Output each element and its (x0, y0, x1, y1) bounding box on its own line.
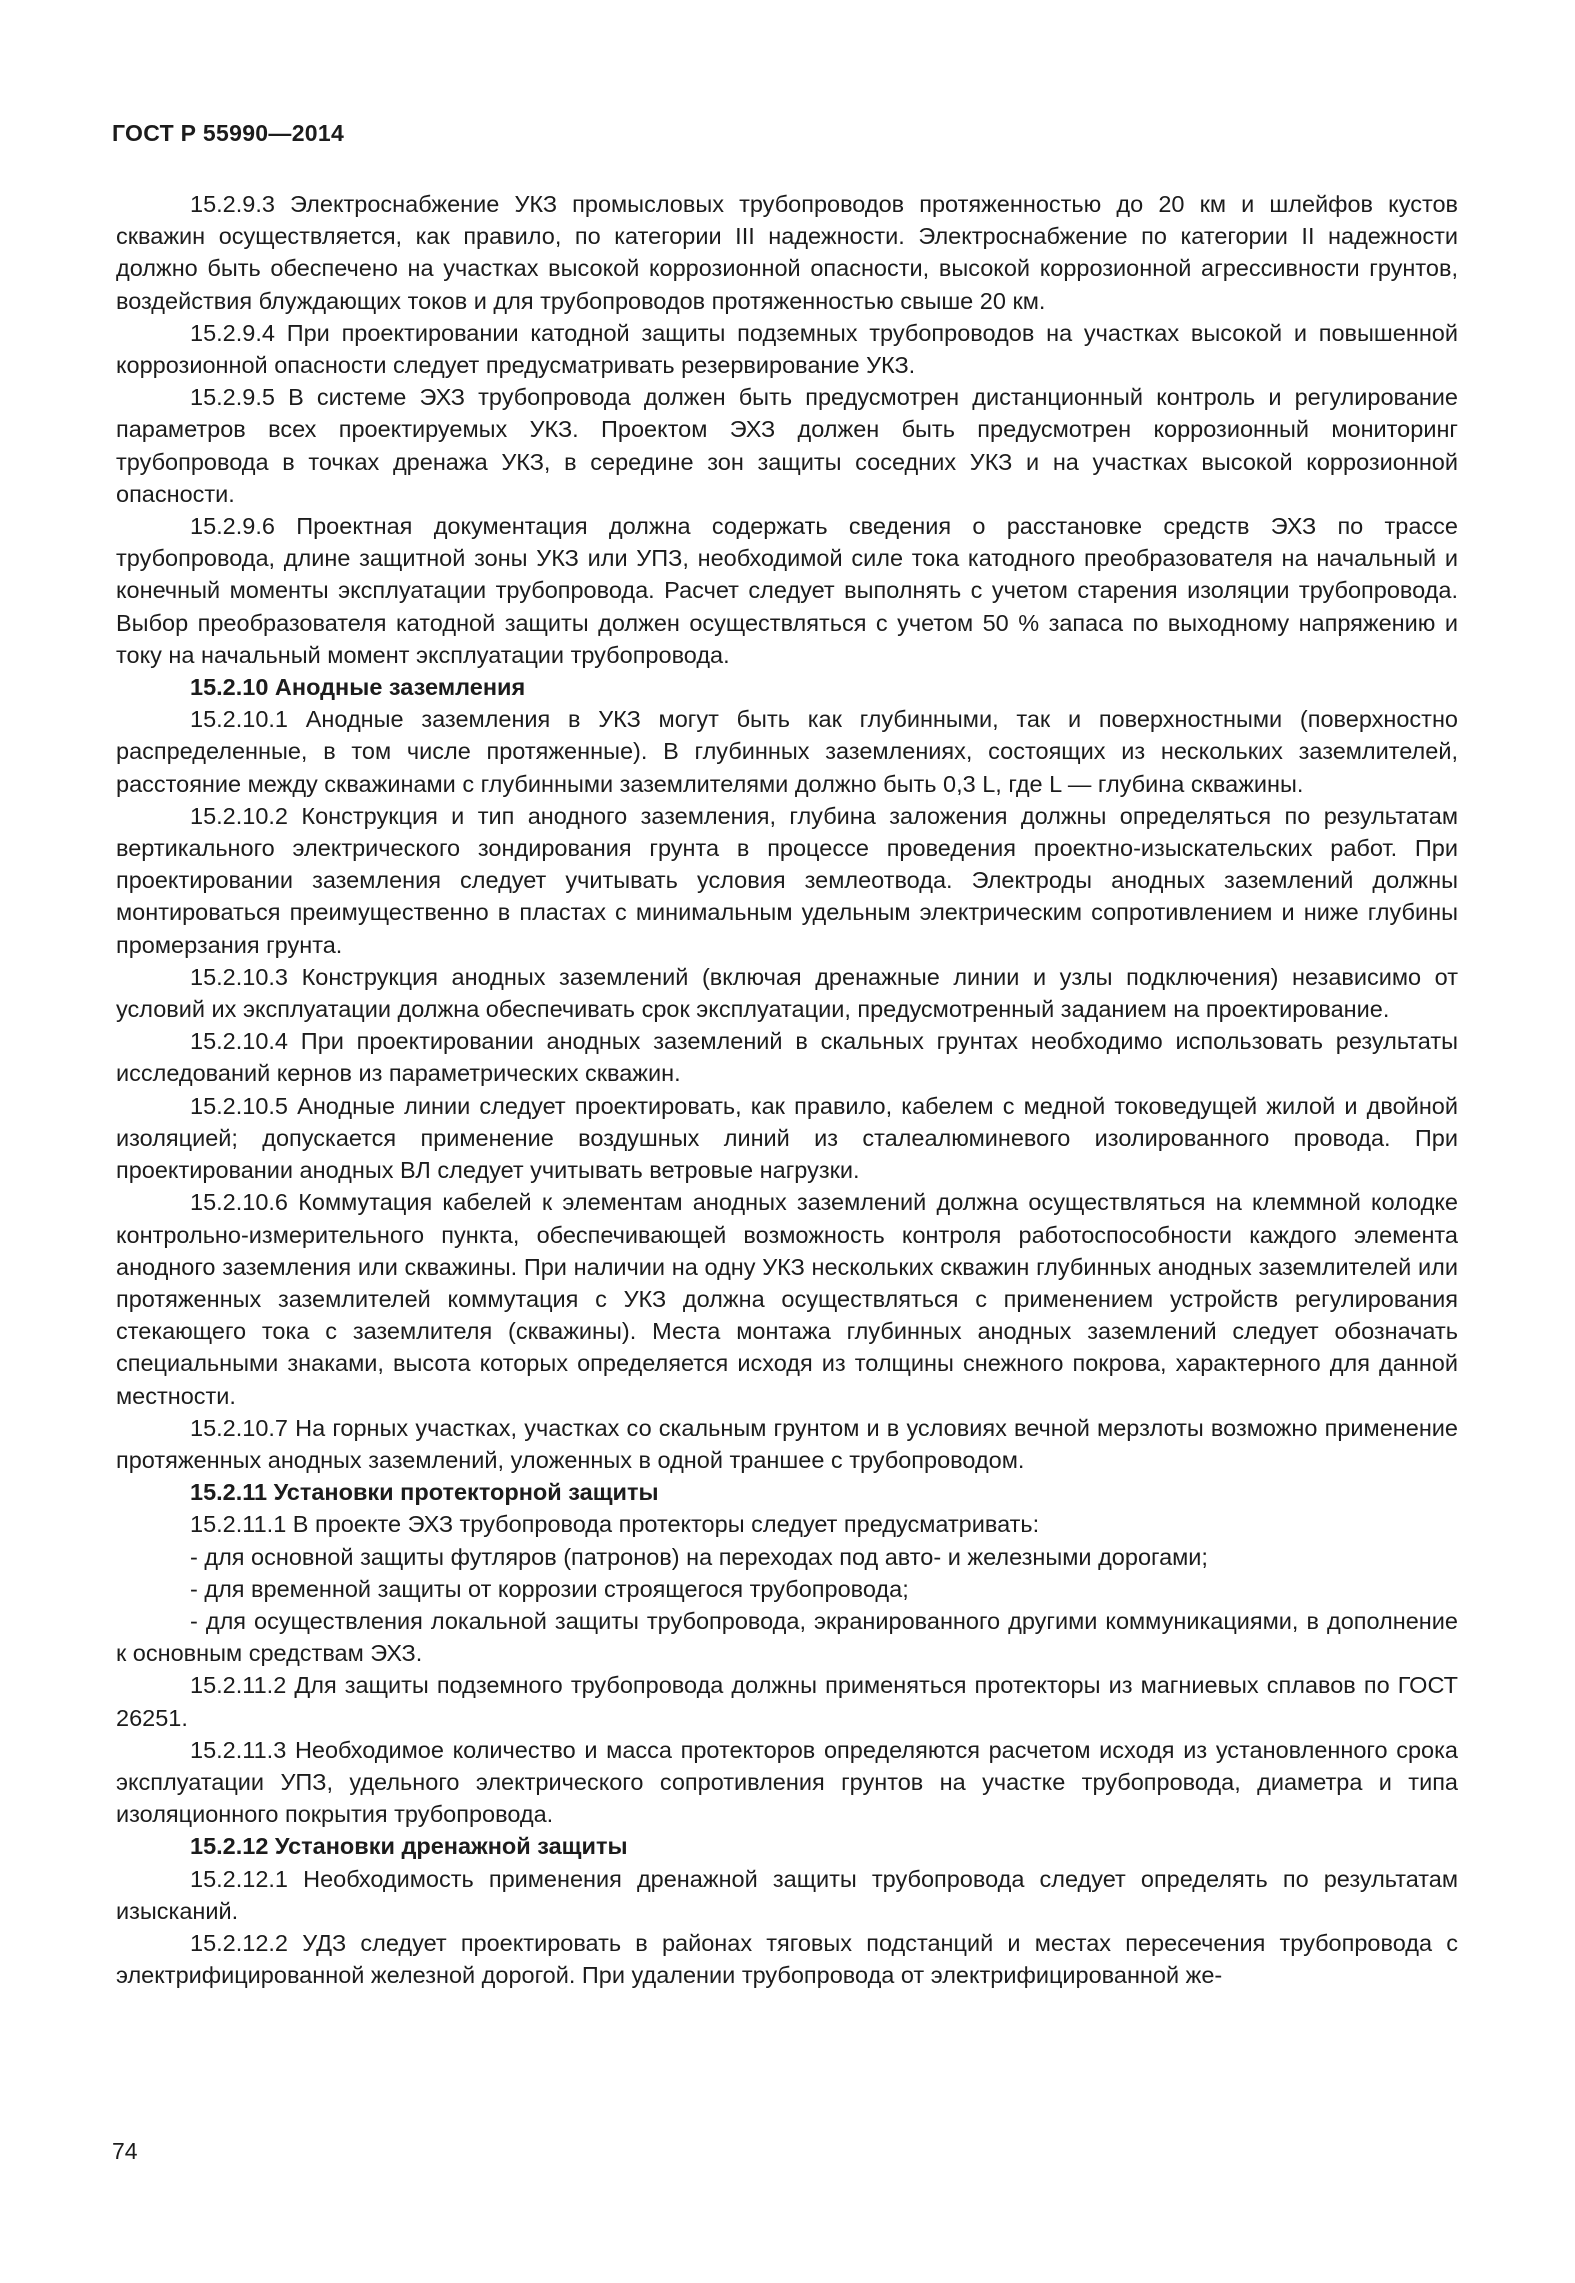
paragraph-15-2-9-4: 15.2.9.4 При проектировании катодной защиты подземных трубопроводов на участках высокой и повышенной коррозионной опасности следует предусматривать резервирование УКЗ. (116, 319, 1458, 379)
paragraph-15-2-9-3: 15.2.9.3 Электроснабжение УКЗ промысловых трубопроводов протяженностью до 20 км и шлейфов кустов скважин осуществляется, как правило, по категории III надежности. Электроснабжение по категории II надежности должно быть обеспечено на участках высокой коррозионной опасности, высокой коррозионной агрессивности грунтов, воздействия блуждающих токов и для трубопроводов протяженностью свыше 20 км. (116, 191, 1458, 314)
paragraph-15-2-10-4: 15.2.10.4 При проектировании анодных заземлений в скальных грунтах необходимо использовать результаты исследований кернов из параметрических скважин. (116, 1028, 1458, 1087)
list-item-footings: - для основной защиты футляров (патронов) на переходах под авто- и железными дорогами; (190, 1543, 1208, 1570)
document-header: ГОСТ Р 55990—2014 (112, 120, 345, 146)
paragraph-15-2-12-1: 15.2.12.1 Необходимость применения дренажной защиты трубопровода следует определять по результатам изысканий. (116, 1865, 1458, 1924)
section-heading-15-2-11: 15.2.11 Установки протекторной защиты (190, 1479, 659, 1506)
paragraph-15-2-9-6: 15.2.9.6 Проектная документация должна содержать сведения о расстановке средств ЭХЗ по трассе трубопровода, длине защитной зоны УКЗ или УПЗ, необходимой силе тока катодного преобразователя на начальный и конечный моменты эксплуатации трубопровода. Расчет следует выполнять с учетом старения изоляции трубопровода. Выбор преобразователя катодной защиты должен осуществляться с учетом 50 % запаса по выходному напряжению и току на начальный момент эксплуатации трубопровода. (116, 513, 1458, 668)
section-heading-15-2-12: 15.2.12 Установки дренажной защиты (190, 1833, 628, 1860)
paragraph-15-2-10-6: 15.2.10.6 Коммутация кабелей к элементам анодных заземлений должна осуществляться на клеммной колодке контрольно-измерительного пункта, обеспечивающей возможность контроля работоспособности каждого элемента анодного заземления или скважины. При наличии на одну УКЗ нескольких скважин глубинных анодных заземлителей или протяженных заземлителей коммутация с УКЗ должна осуществляться с применением устройств регулирования стекающего тока с заземлителя (скважины). Места монтажа глубинных анодных заземлений следует обозначать специальными знаками, высота которых определяется исходя из толщины снежного покрова, характерного для данной местности. (116, 1189, 1458, 1409)
list-item-local: - для осуществления локальной защиты трубопровода, экранированного другими коммуникациями, в дополнение к основным средствам ЭХЗ. (116, 1607, 1458, 1667)
list-item-temporary: - для временной защиты от коррозии строящегося трубопровода; (190, 1575, 909, 1602)
paragraph-15-2-9-5: 15.2.9.5 В системе ЭХЗ трубопровода должен быть предусмотрен дистанционный контроль и регулирование параметров всех проектируемых УКЗ. Проектом ЭХЗ должен быть предусмотрен коррозионный мониторинг трубопровода в точках дренажа УКЗ, в середине зон защиты соседних УКЗ и на участках высокой коррозионной опасности. (116, 384, 1458, 507)
page-number: 74 (112, 2138, 138, 2164)
paragraph-15-2-11-3: 15.2.11.3 Необходимое количество и масса протекторов определяются расчетом исходя из установленного срока эксплуатации УПЗ, удельного электрического сопротивления грунтов на участке трубопровода, диаметра и типа изоляционного покрытия трубопровода. (116, 1736, 1458, 1828)
paragraph-15-2-11-2: 15.2.11.2 Для защиты подземного трубопровода должны применяться протекторы из магниевых сплавов по ГОСТ 26251. (116, 1672, 1458, 1731)
paragraph-15-2-10-7: 15.2.10.7 На горных участках, участках со скальным грунтом и в условиях вечной мерзлоты возможно применение протяженных анодных заземлений, уложенных в одной траншее с трубопроводом. (116, 1414, 1458, 1473)
document-body (116, 188, 1458, 1991)
paragraph-15-2-10-1: 15.2.10.1 Анодные заземления в УКЗ могут быть как глубинными, так и поверхностными (поверхностно распределенные, в том числе протяженные). В глубинных заземлениях, состоящих из нескольких заземлителей, расстояние между скважинами с глубинными заземлителями должно быть 0,3 L, где L — глубина скважины. (116, 706, 1458, 797)
paragraph-15-2-12-2: 15.2.12.2 УДЗ следует проектировать в районах тяговых подстанций и местах пересечения трубопровода с электрифицированной железной дорогой. При удалении трубопровода от электрифицированной же- (116, 1929, 1458, 1989)
paragraph-15-2-10-5: 15.2.10.5 Анодные линии следует проектировать, как правило, кабелем с медной токоведущей жилой и двойной изоляцией; допускается применение воздушных линий из сталеалюминевого изолированного провода. При проектировании анодных ВЛ следует учитывать ветровые нагрузки. (116, 1092, 1458, 1184)
paragraph-15-2-11-1: 15.2.11.1 В проекте ЭХЗ трубопровода протекторы следует предусматривать: (190, 1511, 1040, 1538)
paragraph-15-2-10-3: 15.2.10.3 Конструкция анодных заземлений (включая дренажные линии и узлы подключения) независимо от условий их эксплуатации должна обеспечивать срок эксплуатации, предусмотренный заданием на проектирование. (116, 963, 1458, 1023)
paragraph-15-2-10-2: 15.2.10.2 Конструкция и тип анодного заземления, глубина заложения должны определяться по результатам вертикального электрического зондирования грунта в процессе проведения проектно-изыскательских работ. При проектировании заземления следует учитывать условия землеотвода. Электроды анодных заземлений должны монтироваться преимущественно в пластах с минимальным удельным электрическим сопротивлением и ниже глубины промерзания грунта. (116, 802, 1458, 958)
section-heading-15-2-10: 15.2.10 Анодные заземления (190, 674, 526, 701)
